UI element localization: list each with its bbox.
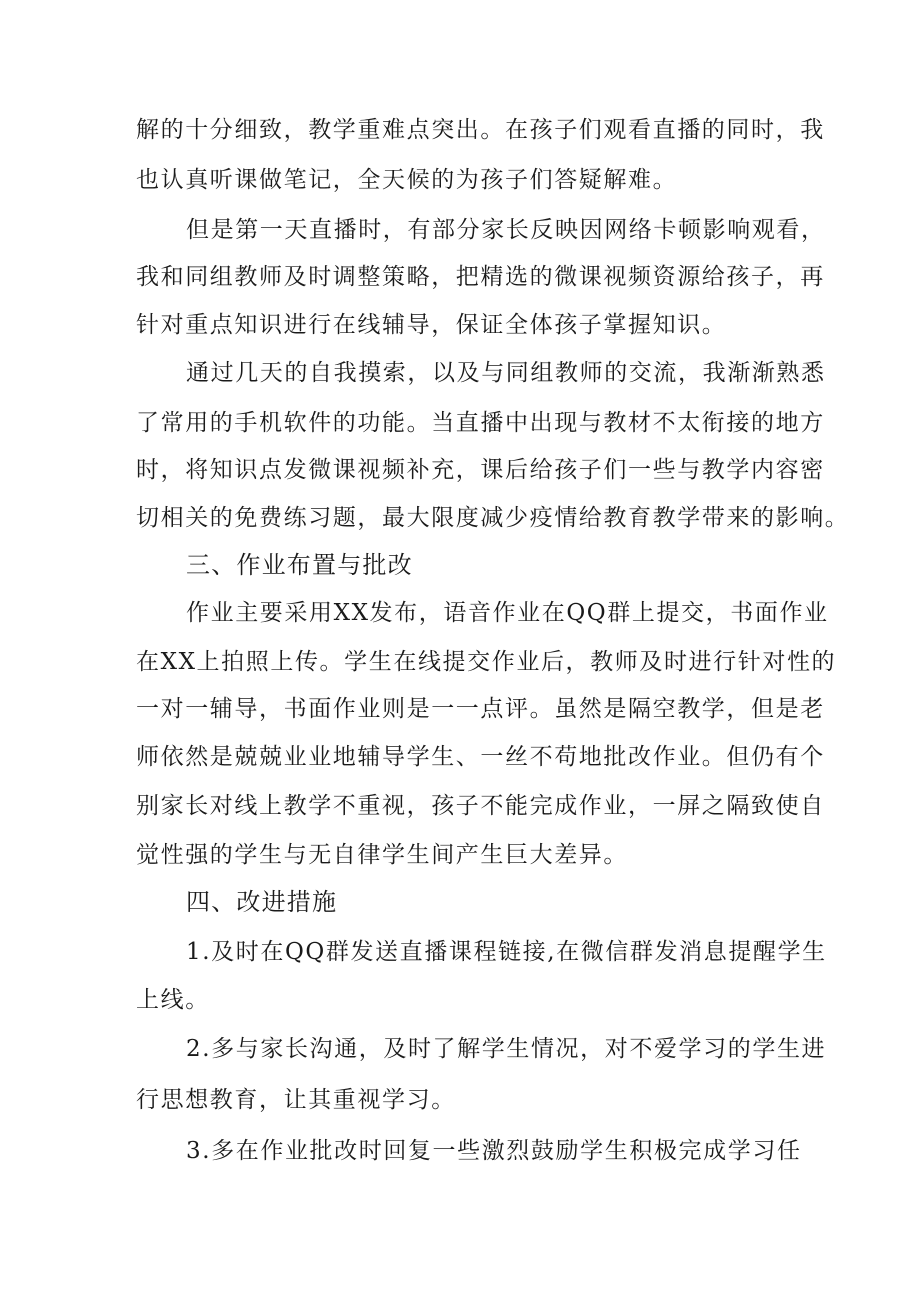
paragraph-line: 我和同组教师及时调整策略，把精选的微课视频资源给孩子，再 — [136, 264, 825, 290]
paragraph-line: 但是第一天直播时，有部分家长反映因网络卡顿影响观看， — [186, 217, 826, 243]
list-item-line: 2.多与家长沟通，及时了解学生情况，对不爱学习的学生进 — [186, 1036, 827, 1062]
list-item-line: 行思想教育，让其重视学习。 — [136, 1087, 456, 1113]
list-item-line: 3.多在作业批改时回复一些激烈鼓励学生积极完成学习任 — [186, 1138, 802, 1164]
section-heading: 四、改进措施 — [186, 888, 338, 916]
paragraph-line: 别家长对线上教学不重视，孩子不能完成作业，一屏之隔致使自 — [136, 793, 825, 819]
paragraph-line: 解的十分细致，教学重难点突出。在孩子们观看直播的同时，我 — [136, 117, 825, 143]
list-item-line: 1.及时在QQ群发送直播课程链接,在微信群发消息提醒学生 — [186, 939, 827, 965]
paragraph-line: 也认真听课做笔记，全天候的为孩子们答疑解难。 — [136, 167, 678, 193]
paragraph-line: 作业主要采用XX发布，语音作业在QQ群上提交，书面作业 — [186, 600, 829, 626]
section-heading: 三、作业布置与批改 — [186, 551, 413, 579]
paragraph-line: 在XX上拍照上传。学生在线提交作业后，教师及时进行针对性的 — [136, 649, 837, 675]
paragraph-line: 了常用的手机软件的功能。当直播中出现与教材不太衔接的地方 — [136, 410, 825, 436]
list-item-line: 上线。 — [136, 987, 210, 1013]
paragraph-line: 切相关的免费练习题，最大限度减少疫情给教育教学带来的影响。 — [136, 505, 850, 531]
paragraph-line: 通过几天的自我摸索，以及与同组教师的交流，我渐渐熟悉 — [186, 360, 826, 386]
paragraph-line: 针对重点知识进行在线辅导，保证全体孩子掌握知识。 — [136, 312, 727, 338]
paragraph-line: 师依然是兢兢业业地辅导学生、一丝不苟地批改作业。但仍有个 — [136, 744, 825, 770]
paragraph-line: 觉性强的学生与无自律学生间产生巨大差异。 — [136, 842, 628, 868]
paragraph-line: 一对一辅导，书面作业则是一一点评。虽然是隔空教学，但是老 — [136, 696, 825, 722]
paragraph-line: 时，将知识点发微课视频补充，课后给孩子们一些与教学内容密 — [136, 457, 825, 483]
